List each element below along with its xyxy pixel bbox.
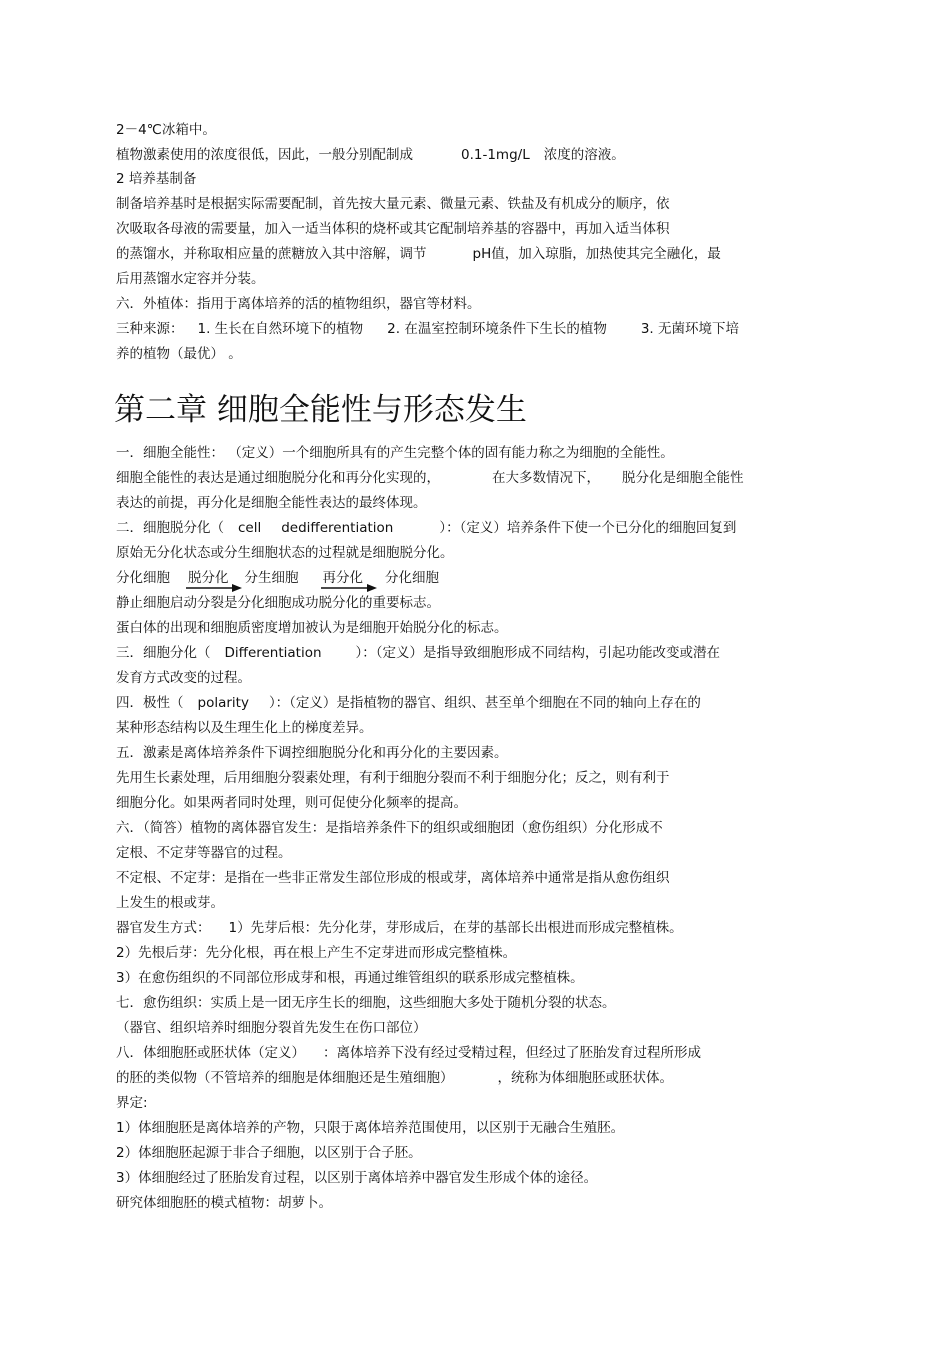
- text: 静止细胞启动分裂是分化细胞成功脱分化的重要标志。: [116, 595, 440, 611]
- chapter-title: 第二章 细胞全能性与形态发生: [114, 392, 527, 428]
- text-line: [116, 944, 516, 962]
- text-line: [116, 1119, 624, 1137]
- text: 后用蒸馏水定容并分装。: [116, 271, 265, 287]
- text-line: [116, 519, 736, 537]
- text: 三．细胞分化（: [116, 645, 211, 661]
- text-line: [116, 994, 616, 1012]
- text: 六．外植体：指用于离体培养的活的植物组织，器官等材料。: [116, 296, 481, 312]
- text: 某种形态结构以及生理生化上的梯度差异。: [116, 720, 373, 736]
- text: Differentiation: [224, 645, 322, 661]
- text-line: [116, 270, 265, 288]
- text-line: [116, 146, 625, 164]
- text-line: [116, 220, 670, 238]
- text: 七．愈伤组织：实质上是一团无序生长的细胞，这些细胞大多处于随机分裂的状态。: [116, 995, 616, 1011]
- text: 三种来源：: [116, 321, 184, 337]
- text-line: [116, 1169, 597, 1187]
- text: 先用生长素处理，后用细胞分裂素处理，有利于细胞分裂而不利于细胞分化；反之，则有利于: [116, 770, 670, 786]
- text: 3）体细胞经过了胚胎发育过程，以区别于离体培养中器官发生形成个体的途径。: [116, 1170, 598, 1186]
- text: ）：（定义）培养条件下使一个已分化的细胞回复到: [439, 520, 737, 536]
- text: 2－4℃冰箱中。: [116, 122, 216, 138]
- text: 分化细胞: [385, 570, 439, 586]
- text: 1）体细胞胚是离体培养的产物，只限于离体培养范围使用，以区别于无融合生殖胚。: [116, 1120, 625, 1136]
- text-line: [116, 844, 292, 862]
- text-line: [116, 669, 251, 687]
- text-line: [116, 320, 739, 338]
- redifferentiation-arrow-label: [323, 569, 364, 587]
- text-line: [116, 619, 508, 637]
- text-line: [116, 794, 467, 812]
- text: （器官、组织培养时细胞分裂首先发生在伤口部位）: [116, 1020, 427, 1036]
- text: cell: [238, 520, 262, 536]
- text: 原始无分化状态或分生细胞状态的过程就是细胞脱分化。: [116, 545, 454, 561]
- text-line: [116, 1194, 332, 1212]
- text-line: [116, 919, 683, 937]
- text: 研究体细胞胚的模式植物：胡萝卜。: [116, 1195, 332, 1211]
- text: 二．细胞脱分化（: [116, 520, 224, 536]
- flow-line: [116, 569, 439, 587]
- text: polarity: [197, 695, 249, 711]
- text-line: [116, 345, 242, 363]
- text-line: [116, 1094, 148, 1112]
- text: 定根、不定芽等器官的过程。: [116, 845, 292, 861]
- text: 不定根、不定芽：是指在一些非正常发生部位形成的根或芽，离体培养中通常是指从愈伤组织: [116, 870, 670, 886]
- text: 分生细胞: [244, 570, 299, 586]
- text-line: [116, 594, 440, 612]
- text-line: [116, 245, 721, 263]
- text: 蛋白体的出现和细胞质密度增加被认为是细胞开始脱分化的标志。: [116, 620, 508, 636]
- text: 界定:: [116, 1095, 148, 1111]
- text: 2）先根后芽：先分化根，再在根上产生不定芽进而形成完整植株。: [116, 945, 517, 961]
- text-line: [116, 1044, 701, 1062]
- text: ）：（定义）是指导致细胞形成不同结构，引起功能改变或潜在: [355, 645, 721, 661]
- text-line: [116, 894, 224, 912]
- text-line: [116, 869, 670, 887]
- text: 次吸取各母液的需要量，加入一适当体积的烧杯或其它配制培养基的容器中，再加入适当体积: [116, 221, 670, 237]
- text-line: [116, 544, 454, 562]
- dedifferentiation-arrow-label: [188, 569, 229, 587]
- text-line: [116, 469, 744, 487]
- text-line: [116, 969, 584, 987]
- text-line: [116, 1144, 422, 1162]
- text: 3）在愈伤组织的不同部位形成芽和根，再通过维管组织的联系形成完整植株。: [116, 970, 584, 986]
- text: ：离体培养下没有经过受精过程，但经过了胚胎发育过程所形成: [323, 1045, 701, 1061]
- text-line: [116, 819, 663, 837]
- text: ）：（定义）是指植物的器官、组织、甚至单个细胞在不同的轴向上存在的: [268, 695, 701, 711]
- section-heading: 2 培养基制备: [116, 171, 197, 187]
- text-line: [116, 195, 670, 213]
- text: 表达的前提，再分化是细胞全能性表达的最终体现。: [116, 495, 427, 511]
- text: 0.1-1mg/L: [461, 147, 530, 163]
- text-line: [116, 694, 701, 712]
- text-line: [116, 494, 427, 512]
- text-line: [116, 1069, 673, 1087]
- text: 在大多数情况下，: [492, 470, 600, 486]
- text: 六．（简答）植物的离体器官发生：是指培养条件下的组织或细胞团（愈伤组织）分化形成不: [116, 820, 663, 836]
- text: 细胞全能性的表达是通过细胞脱分化和再分化实现的，: [116, 470, 440, 486]
- text: 1. 生长在自然环境下的植物: [197, 321, 364, 337]
- text-line: [116, 444, 674, 462]
- right-arrow-icon: [321, 584, 377, 592]
- text: 3. 无菌环境下培: [640, 321, 740, 337]
- text-line: [116, 744, 508, 762]
- text: 脱分化是细胞全能性: [622, 470, 744, 486]
- text: 发育方式改变的过程。: [116, 670, 251, 686]
- text: 的胚的类似物（不管培养的细胞是体细胞还是生殖细胞）: [116, 1070, 454, 1086]
- text-line: [116, 295, 481, 313]
- text: 浓度的溶液。: [543, 147, 625, 163]
- text-line: [116, 170, 196, 188]
- text-line: [116, 719, 373, 737]
- text: 四．极性（: [116, 695, 184, 711]
- text: 五．激素是离体培养条件下调控细胞脱分化和再分化的主要因素。: [116, 745, 508, 761]
- text-line: [116, 769, 670, 787]
- right-arrow-icon: [186, 584, 242, 592]
- text: 1）先芽后根：先分化芽，芽形成后，在芽的基部长出根进而形成完整植株。: [228, 920, 683, 936]
- text: 植物激素使用的浓度很低，因此，一般分别配制成: [116, 147, 413, 163]
- text-line: [116, 1019, 427, 1037]
- text: 器官发生方式：: [116, 920, 211, 936]
- text: pH值，加入琼脂，加热使其完全融化，最: [472, 246, 721, 262]
- text: 上发生的根或芽。: [116, 895, 224, 911]
- text: 分化细胞: [116, 570, 170, 586]
- text: 脱分化: [188, 570, 229, 586]
- text-line: [116, 644, 720, 662]
- text: 细胞分化。如果两者同时处理，则可促使分化频率的提高。: [116, 795, 467, 811]
- text: 制备培养基时是根据实际需要配制，首先按大量元素、微量元素、铁盐及有机成分的顺序，依: [116, 196, 670, 212]
- text-line: [116, 121, 216, 139]
- text: 八．体细胞胚或胚状体（定义）: [116, 1045, 305, 1061]
- text: 2. 在温室控制环境条件下生长的植物: [387, 321, 607, 337]
- text: 2）体细胞胚起源于非合子细胞，以区别于合子胚。: [116, 1145, 422, 1161]
- text: dedifferentiation: [281, 520, 394, 536]
- text: 的蒸馏水，并称取相应量的蔗糖放入其中溶解，调节: [116, 246, 427, 262]
- text: ，统称为体细胞胚或胚状体。: [497, 1070, 673, 1086]
- text: 再分化: [322, 570, 363, 586]
- text: 一．细胞全能性： （定义）一个细胞所具有的产生完整个体的固有能力称之为细胞的全能性。: [116, 445, 674, 461]
- text: 养的植物（最优） 。: [116, 346, 242, 362]
